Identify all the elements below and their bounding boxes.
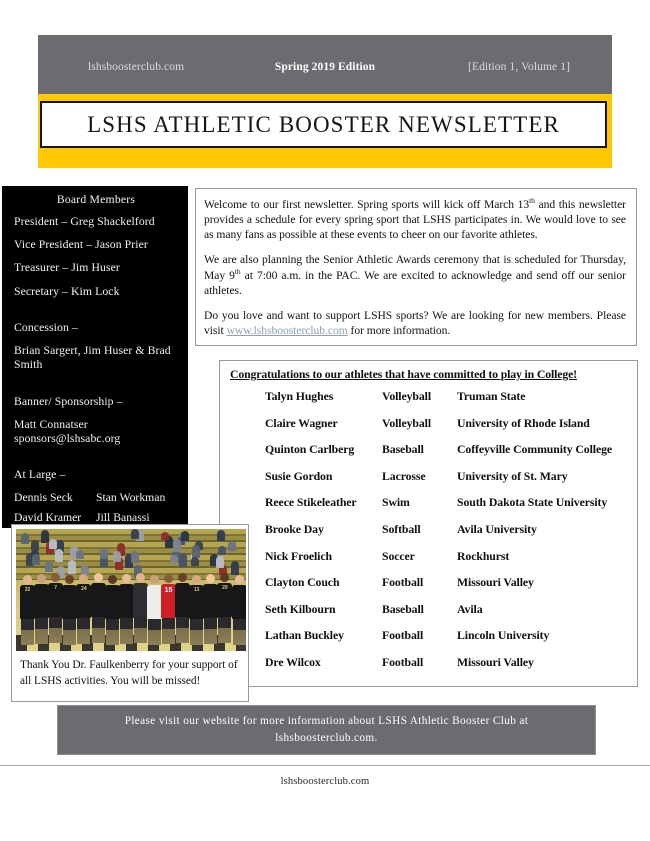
sidebar-spacer (14, 308, 178, 321)
athlete-college: Truman State (457, 389, 526, 403)
table-row (265, 549, 633, 576)
sidebar-at-large-name: Dennis Seck (14, 490, 73, 504)
athlete-name: Susie Gordon (265, 468, 333, 483)
commitments-heading: Congratulations to our athletes that have committed to play in College! (230, 367, 577, 381)
athlete-sport: Softball (382, 521, 421, 536)
table-row (265, 628, 633, 655)
sidebar-title: Board Members (56, 193, 136, 206)
masthead-site-url: lshsboosterclub.com (88, 61, 185, 73)
sidebar-spacer (14, 455, 178, 468)
welcome-p3-a: Do you love and want to support LSHS sports? We are looking for new members. Please visit (204, 308, 626, 337)
athlete-name: Seth Kilbourn (265, 601, 336, 616)
athlete-sport: Swim (382, 495, 410, 510)
athlete-sport: Football (382, 575, 424, 590)
page-footer-url: lshsboosterclub.com (280, 776, 370, 787)
athlete-college: Avila University (457, 521, 537, 536)
sidebar-at-large-name: David Kramer (14, 511, 82, 525)
sidebar-banner-email: sponsors@lshsabc.org (14, 432, 121, 446)
table-row (265, 389, 633, 416)
sidebar-at-large-name: Jill Banassi (96, 511, 150, 525)
banner-text (85, 713, 569, 748)
athlete-college: Avila (457, 601, 483, 616)
athlete-name: Nick Froelich (265, 548, 332, 563)
sidebar-at-large-label: At Large – (14, 468, 66, 482)
athlete-sport: Lacrosse (382, 468, 426, 483)
welcome-p1-ordinal: th (529, 196, 535, 205)
athlete-sport: Football (382, 654, 424, 669)
table-row (265, 469, 633, 496)
sidebar-at-large-name: Stan Workman (96, 490, 166, 504)
sidebar-spacer (14, 382, 178, 395)
athlete-sport: Soccer (382, 548, 415, 563)
welcome-message-box (195, 188, 637, 346)
athlete-sport: Volleyball (382, 389, 432, 403)
athlete-college: Lincoln University (457, 628, 550, 643)
table-row (265, 442, 633, 469)
sidebar-concession-label: Concession – (14, 320, 78, 334)
athlete-name: Reece Stikeleather (265, 495, 357, 510)
sidebar-banner-label: Banner/ Sponsorship – (14, 394, 123, 408)
athlete-name: Lathan Buckley (265, 628, 344, 643)
athlete-college: Rockhurst (457, 548, 510, 563)
college-commitments-box (219, 360, 638, 687)
newsletter-title-box (40, 101, 607, 148)
table-row (265, 495, 633, 522)
athlete-sport: Volleyball (382, 415, 432, 430)
banner-line-1: Please visit our website for more information about LSHS Athletic Booster Club at (124, 714, 529, 727)
photo-caption: Thank You Dr. Faulkenberry for your support of all LSHS activities. You will be missed! (20, 659, 238, 688)
page-footer (0, 765, 650, 789)
athlete-name: Talyn Hughes (265, 389, 334, 403)
athlete-college: Missouri Valley (457, 575, 534, 590)
welcome-p3-b: for more information. (347, 323, 451, 337)
sidebar-officer-vice-president: Vice President – Jason Prier (14, 237, 148, 251)
athlete-name: Brooke Day (265, 521, 324, 536)
welcome-paragraph-1 (204, 196, 626, 243)
athlete-sport: Football (382, 628, 424, 643)
page-title: LSHS ATHLETIC BOOSTER NEWSLETTER (87, 111, 560, 137)
welcome-p2-a: We are also planning the Senior Athletic Awards ceremony that is scheduled for Thursday, May 9 (204, 252, 626, 282)
sidebar-banner-name: Matt Connatser (14, 417, 88, 431)
sidebar-at-large-row (14, 512, 178, 524)
athlete-college: University of St. Mary (457, 468, 568, 483)
masthead-edition: Spring 2019 Edition (274, 61, 376, 73)
welcome-p1-a: Welcome to our first newsletter. Spring sports will kick off March 13 (204, 197, 530, 211)
table-row (265, 602, 633, 629)
table-row (265, 416, 633, 443)
athlete-college: Coffeyville Community College (457, 442, 613, 457)
welcome-p2-ordinal: th (234, 267, 241, 277)
athlete-college: University of Rhode Island (457, 415, 590, 430)
photo-team-players: 32 7 24 15 13 29 (16, 557, 246, 647)
team-photo-image (16, 529, 246, 651)
masthead-volume: [Edition 1, Volume 1] (468, 61, 570, 73)
banner-line-2: lshsboosterclub.com. (275, 732, 378, 744)
athlete-name: Claire Wagner (265, 415, 338, 430)
welcome-p2-b: at 7:00 a.m. in the PAC. We are excited to acknowledge and send off our senior athletes. (204, 268, 626, 298)
welcome-paragraph-3 (204, 308, 626, 339)
athlete-sport: Baseball (382, 601, 424, 616)
sidebar-officer-treasurer: Treasurer – Jim Huser (14, 261, 120, 275)
sidebar-at-large-row (14, 492, 178, 504)
sidebar-officer-secretary: Secretary – Kim Lock (14, 284, 120, 298)
booster-club-website-link[interactable]: www.lshsboosterclub.com (226, 323, 348, 337)
table-row (265, 522, 633, 549)
athlete-name: Quinton Carlberg (265, 442, 355, 457)
board-members-sidebar (2, 186, 188, 528)
welcome-paragraph-2 (204, 252, 626, 299)
athlete-name: Clayton Couch (265, 575, 340, 590)
website-call-to-action-banner (57, 705, 596, 755)
team-photo-box (11, 524, 249, 702)
athlete-college: South Dakota State University (457, 495, 608, 510)
athlete-name: Dre Wilcox (265, 654, 321, 669)
welcome-p1-b: and this newsletter provides a schedule for every spring sport that LSHS participates in. We would love to see as many fans as possible at these events to cheer on our favorite athletes. (204, 197, 626, 242)
table-row (265, 575, 633, 602)
athlete-sport: Baseball (382, 442, 424, 457)
athlete-college: Missouri Valley (457, 654, 534, 669)
table-row (265, 655, 633, 682)
sidebar-concession-names: Brian Sargert, Jim Huser & Brad Smith (14, 344, 171, 372)
commitments-list (265, 389, 633, 682)
sidebar-officer-president: President – Greg Shackelford (14, 214, 155, 228)
